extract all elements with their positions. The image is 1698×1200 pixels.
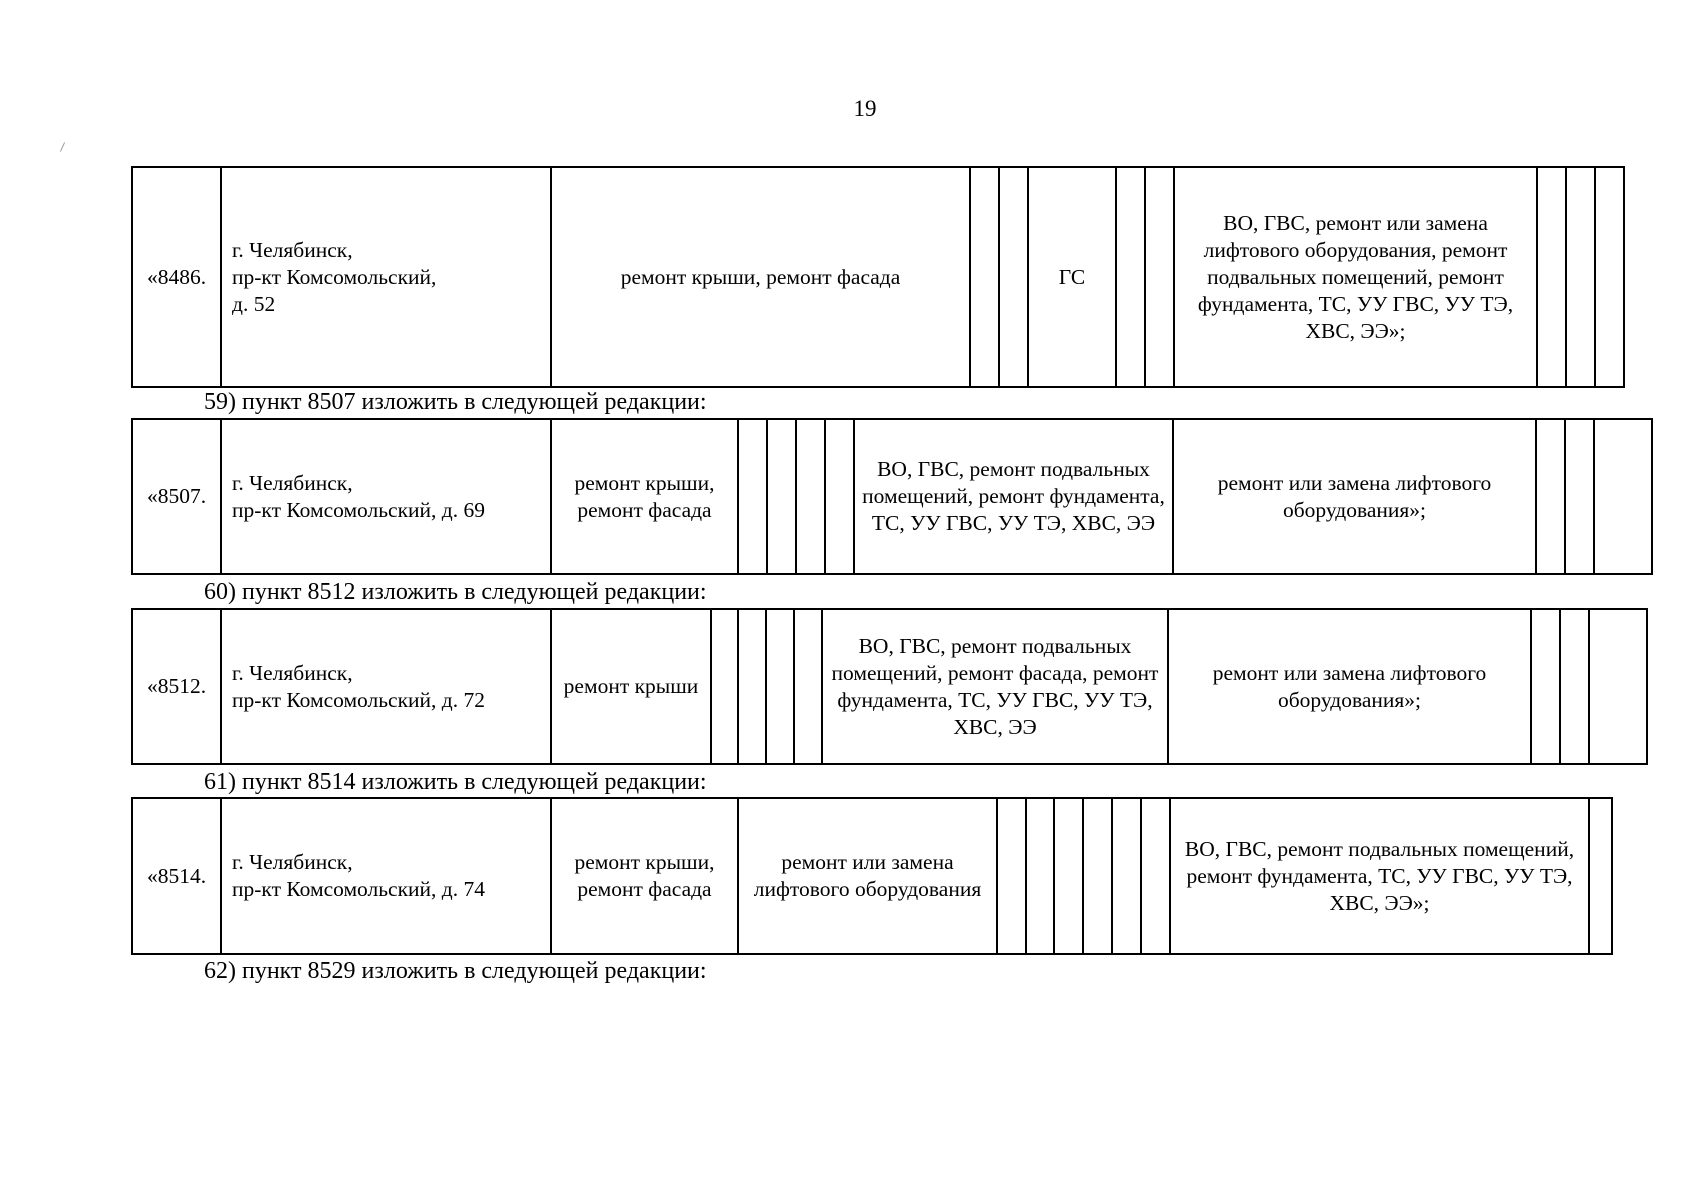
stray-pen-mark — [60, 142, 65, 151]
work-cell-b: ВО, ГВС, ремонт подвальных помещений, ремонт фундамента, ТС, УУ ГВС, УУ ТЭ, ХВС, ЭЭ — [854, 419, 1173, 574]
work-cell-b: ГС — [1028, 167, 1116, 387]
instruction-text: 59) пункт 8507 изложить в следующей редакции: — [204, 389, 707, 415]
empty-cell — [794, 609, 822, 764]
empty-cell — [796, 419, 825, 574]
address-cell: г. Челябинск, пр-кт Комсомольский, д. 69 — [221, 419, 551, 574]
work-cell-a: ремонт крыши, ремонт фасада — [551, 419, 738, 574]
empty-cell — [1026, 798, 1054, 954]
page-number: 19 — [853, 96, 877, 121]
work-cell-a: ремонт крыши — [551, 609, 711, 764]
row-number: «8507. — [132, 419, 221, 574]
empty-cell — [1594, 419, 1652, 574]
empty-cell — [1595, 167, 1624, 387]
empty-cell — [1565, 419, 1594, 574]
empty-cell — [1536, 419, 1565, 574]
empty-cell — [711, 609, 738, 764]
empty-cell — [1083, 798, 1112, 954]
empty-cell — [738, 419, 767, 574]
empty-cell — [1560, 609, 1589, 764]
work-cell-a: ремонт крыши, ремонт фасада — [551, 167, 970, 387]
table-row-8512 — [131, 608, 1648, 765]
work-cell-b: ремонт или замена лифтового оборудования — [738, 798, 997, 954]
address-cell: г. Челябинск, пр-кт Комсомольский, д. 52 — [221, 167, 551, 387]
address-cell: г. Челябинск, пр-кт Комсомольский, д. 74 — [221, 798, 551, 954]
work-cell-c: ремонт или замена лифтового оборудования»; — [1173, 419, 1536, 574]
work-cell-c: ВО, ГВС, ремонт или замена лифтового оборудования, ремонт подвальных помещений, ремонт фундамента, ТС, УУ ГВС, УУ ТЭ, ХВС, ЭЭ»; — [1174, 167, 1537, 387]
table-row-8486 — [131, 166, 1625, 388]
empty-cell — [767, 419, 796, 574]
table-row-8507 — [131, 418, 1653, 575]
table-row-8514 — [131, 797, 1613, 955]
empty-cell — [999, 167, 1028, 387]
row-number: «8486. — [132, 167, 221, 387]
empty-cell — [1112, 798, 1141, 954]
row-number: «8514. — [132, 798, 221, 954]
row-number: «8512. — [132, 609, 221, 764]
empty-cell — [1566, 167, 1595, 387]
work-cell-c: ВО, ГВС, ремонт подвальных помещений, ремонт фундамента, ТС, УУ ГВС, УУ ТЭ, ХВС, ЭЭ»; — [1170, 798, 1589, 954]
empty-cell — [1116, 167, 1145, 387]
empty-cell — [1589, 609, 1647, 764]
empty-cell — [738, 609, 766, 764]
work-cell-c: ремонт или замена лифтового оборудования»; — [1168, 609, 1531, 764]
empty-cell — [1141, 798, 1170, 954]
empty-cell — [1537, 167, 1566, 387]
work-cell-b: ВО, ГВС, ремонт подвальных помещений, ремонт фасада, ремонт фундамента, ТС, УУ ГВС, УУ ТЭ, ХВС, ЭЭ — [822, 609, 1168, 764]
empty-cell — [970, 167, 999, 387]
instruction-text: 62) пункт 8529 изложить в следующей редакции: — [204, 958, 707, 984]
empty-cell — [1589, 798, 1612, 954]
instruction-text: 61) пункт 8514 изложить в следующей редакции: — [204, 769, 707, 795]
address-cell: г. Челябинск, пр-кт Комсомольский, д. 72 — [221, 609, 551, 764]
empty-cell — [997, 798, 1026, 954]
work-cell-a: ремонт крыши, ремонт фасада — [551, 798, 738, 954]
empty-cell — [1054, 798, 1083, 954]
empty-cell — [766, 609, 794, 764]
instruction-text: 60) пункт 8512 изложить в следующей редакции: — [204, 579, 707, 605]
empty-cell — [825, 419, 854, 574]
empty-cell — [1531, 609, 1560, 764]
empty-cell — [1145, 167, 1174, 387]
